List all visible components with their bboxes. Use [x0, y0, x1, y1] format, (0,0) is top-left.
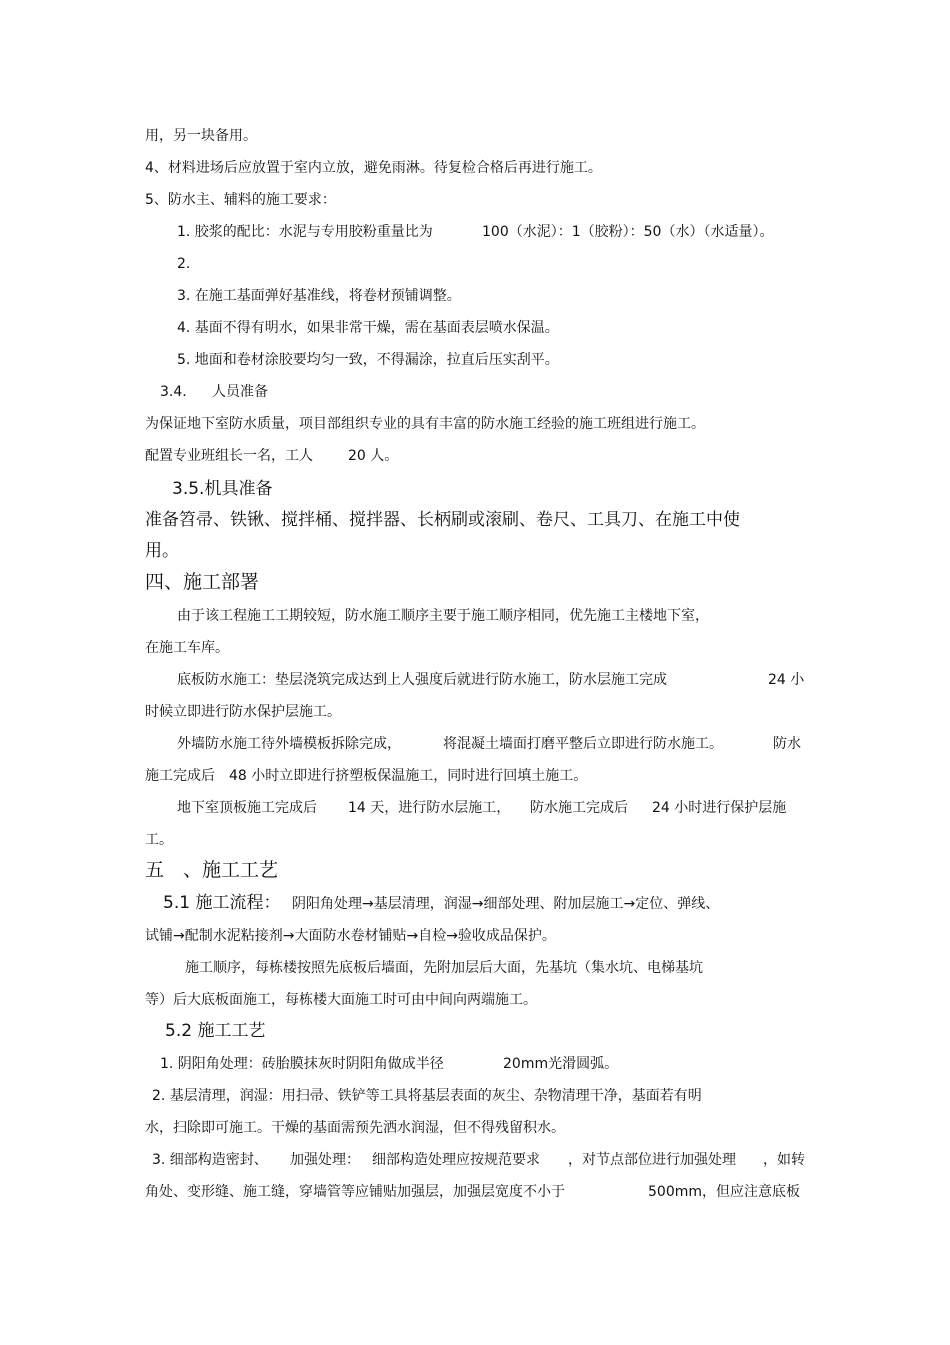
section-heading-5-2: 5.2 施工工艺 — [165, 1021, 266, 1041]
text-segment: 14 天，进行防水层施工， — [348, 800, 511, 816]
text-line-27: 施工顺序，每栋楼按照先底板后墙面，先附加层后大面，先基坑（集水坑、电梯基坑 — [185, 960, 703, 976]
text-segment: 细部构造处理应按规范要求 — [372, 1152, 540, 1168]
text-line-19: 时候立即进行防水保护层施工。 — [145, 704, 341, 720]
text-line-14: 用。 — [145, 541, 179, 561]
text-segment: 将混凝土墙面打磨平整后立即进行防水施工。 — [443, 736, 723, 752]
chapter-heading-5: 五 、施工工艺 — [145, 859, 279, 881]
text-line-2: 4、材料进场后应放置于室内立放，避免雨淋。待复检合格后再进行施工。 — [145, 160, 602, 176]
text-segment: 3. 细部构造密封、 — [152, 1152, 268, 1168]
text-line-21: 施工完成后 48 小时立即进行挤塑板保温施工，同时进行回填土施工。 — [145, 768, 588, 784]
text-segment: 外墙防水施工待外墙模板拆除完成， — [177, 736, 401, 752]
section-title: 人员准备 — [212, 384, 268, 400]
text-line-3: 5、防水主、辅料的施工要求： — [145, 192, 336, 208]
text-segment: 配置专业班组长一名，工人 — [145, 448, 313, 464]
text-segment: 防水施工完成后 — [530, 800, 628, 816]
text-segment: 底板防水施工：垫层浇筑完成达到上人强度后就进行防水施工，防水层施工完成 — [177, 672, 667, 688]
text-line-16: 由于该工程施工工期较短，防水施工顺序主要于施工顺序相同，优先施工主楼地下室， — [177, 608, 709, 624]
text-line-26: 试铺→配制水泥粘接剂→大面防水卷材铺贴→自检→验收成品保护。 — [145, 928, 556, 944]
text-line-8: 5. 地面和卷材涂胶要均匀一致，不得漏涂，拉直后压实刮平。 — [177, 352, 559, 368]
text-segment: ，对节点部位进行加强处理 — [568, 1152, 736, 1168]
section-heading-3-5: 3.5.机具准备 — [172, 479, 273, 499]
text-line-23: 工。 — [145, 832, 173, 848]
text-segment: 20mm光滑圆弧。 — [503, 1056, 619, 1072]
text-segment: ，如转 — [763, 1152, 805, 1168]
chapter-heading-4: 四、施工部署 — [145, 571, 260, 593]
text-line-13: 准备笤帚、铁锹、搅拌桶、搅拌器、长柄刷或滚刷、卷尺、工具刀、在施工中使 — [145, 510, 740, 530]
text-segment: 24 小时进行保护层施 — [652, 800, 787, 816]
text-line-1: 用，另一块备用。 — [145, 128, 257, 144]
text-line-7: 4. 基面不得有明水，如果非常干燥，需在基面表层喷水保温。 — [177, 320, 559, 336]
text-segment: 1. 阴阳角处理：砖胎膜抹灰时阴阳角做成半径 — [160, 1056, 444, 1072]
text-segment: 角处、变形缝、施工缝，穿墙管等应铺贴加强层，加强层宽度不小于 — [145, 1184, 565, 1200]
text-line-5: 2. — [177, 256, 191, 272]
text-segment: 1. 胶浆的配比：水泥与专用胶粉重量比为 — [177, 224, 433, 240]
text-segment: 24 小 — [768, 672, 805, 688]
text-segment: 加强处理： — [290, 1152, 360, 1168]
text-line-32: 水，扫除即可施工。干燥的基面需预先洒水润湿，但不得残留积水。 — [145, 1120, 565, 1136]
text-segment: 500mm，但应注意底板 — [648, 1184, 800, 1200]
text-segment: 阴阳角处理→基层清理，润湿→细部处理、附加层施工→定位、弹线、 — [292, 896, 720, 912]
text-line-6: 3. 在施工基面弹好基准线，将卷材预铺调整。 — [177, 288, 461, 304]
text-segment: 20 人。 — [348, 448, 399, 464]
text-line-17: 在施工车库。 — [145, 640, 229, 656]
text-segment: 地下室顶板施工完成后 — [177, 800, 317, 816]
text-line-10: 为保证地下室防水质量，项目部组织专业的具有丰富的防水施工经验的施工班组进行施工。 — [145, 416, 705, 432]
text-line-31: 2. 基层清理，润湿：用扫帚、铁铲等工具将基层表面的灰尘、杂物清理干净，基面若有明 — [152, 1088, 702, 1104]
section-number: 3.4. — [160, 384, 187, 400]
text-segment: 100（水泥）：1（胶粉）：50（水）（水适量）。 — [482, 224, 774, 240]
text-segment: 防水 — [773, 736, 801, 752]
text-line-28: 等）后大底板面施工，每栋楼大面施工时可由中间向两端施工。 — [145, 992, 537, 1008]
section-heading-5-1: 5.1 施工流程： — [163, 893, 281, 913]
